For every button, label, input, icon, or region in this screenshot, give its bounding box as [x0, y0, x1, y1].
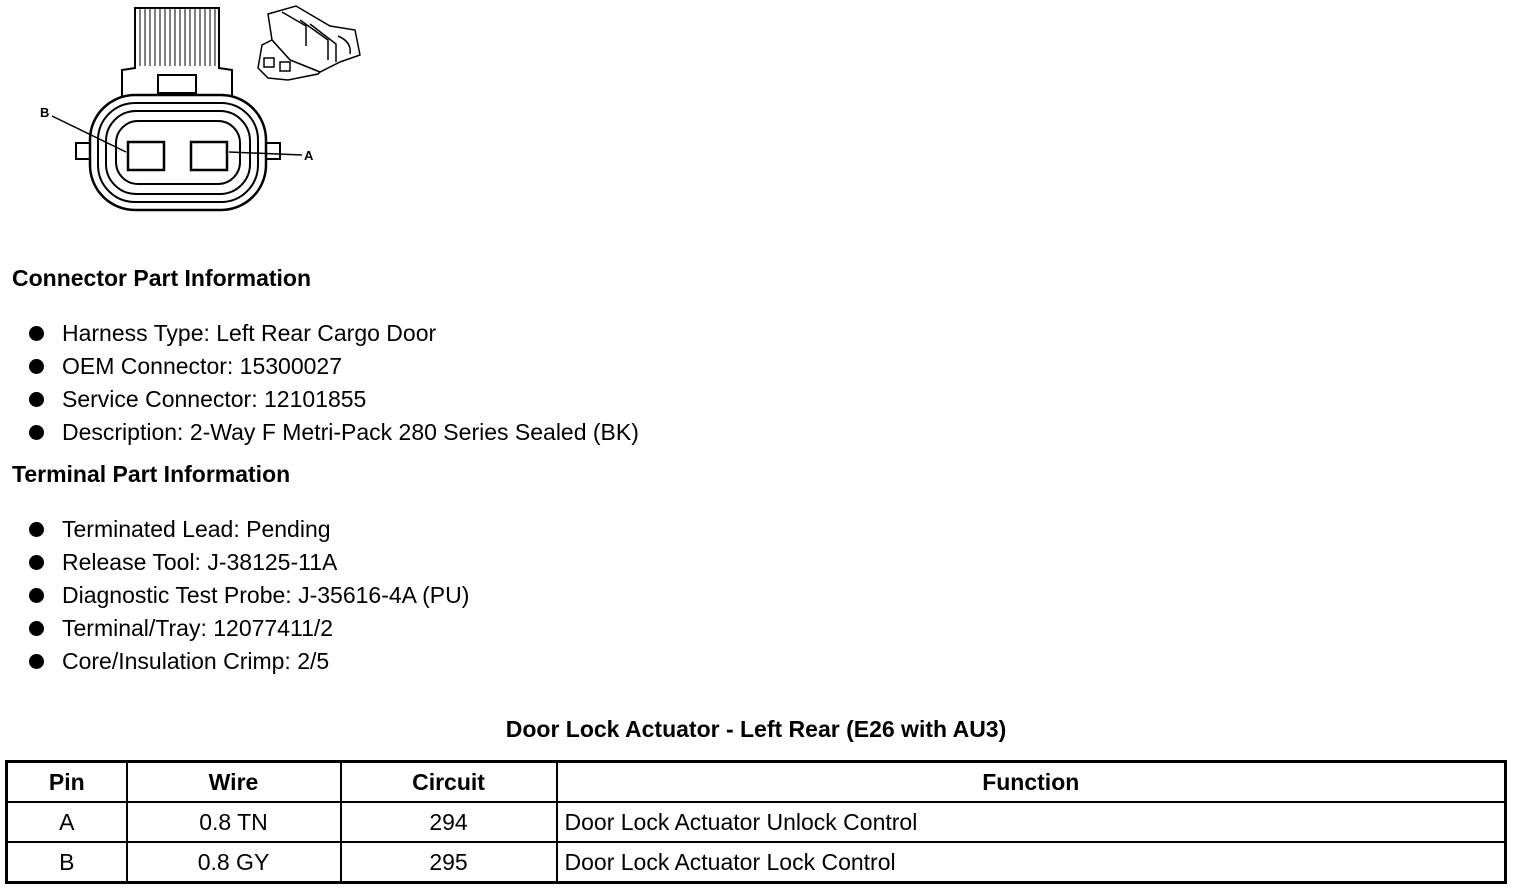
table-title: Door Lock Actuator - Left Rear (E26 with AU3) [505, 716, 1007, 742]
header-wire: Wire [127, 762, 341, 803]
list-item: Service Connector: 12101855 [0, 383, 639, 416]
cell-function: Door Lock Actuator Lock Control [557, 842, 1506, 883]
header-pin: Pin [7, 762, 127, 803]
table-row [7, 842, 1506, 883]
list-item: Release Tool: J-38125-11A [0, 546, 469, 579]
bullet-icon [29, 359, 44, 374]
connector-info-list [0, 317, 639, 449]
header-function: Function [557, 762, 1506, 803]
list-item: Harness Type: Left Rear Cargo Door [0, 317, 639, 350]
cell-circuit: 295 [341, 842, 557, 883]
cell-function: Door Lock Actuator Unlock Control [557, 802, 1506, 842]
cell-pin: A [7, 802, 127, 842]
bullet-icon [29, 555, 44, 570]
table-row [7, 802, 1506, 842]
terminal-info-list [0, 513, 469, 678]
table-header-row [7, 762, 1506, 803]
list-item: OEM Connector: 15300027 [0, 350, 639, 383]
cell-wire: 0.8 GY [127, 842, 341, 883]
connector-part-info-heading: Connector Part Information [12, 265, 312, 291]
pin-b-label: B [40, 105, 50, 120]
list-item: Diagnostic Test Probe: J-35616-4A (PU) [0, 579, 469, 612]
bullet-icon [29, 654, 44, 669]
bullet-icon [29, 588, 44, 603]
list-item: Core/Insulation Crimp: 2/5 [0, 645, 469, 678]
header-circuit: Circuit [341, 762, 557, 803]
cell-circuit: 294 [341, 802, 557, 842]
list-item: Terminal/Tray: 12077411/2 [0, 612, 469, 645]
bullet-icon [29, 621, 44, 636]
terminal-part-info-heading: Terminal Part Information [12, 461, 291, 487]
list-item: Terminated Lead: Pending [0, 513, 469, 546]
pinout-table [5, 760, 1507, 884]
connector-diagram [0, 0, 380, 230]
cell-wire: 0.8 TN [127, 802, 341, 842]
bullet-icon [29, 392, 44, 407]
bullet-icon [29, 326, 44, 341]
bullet-icon [29, 425, 44, 440]
pin-a-label: A [304, 148, 314, 163]
list-item: Description: 2-Way F Metri-Pack 280 Series Sealed (BK) [0, 416, 639, 449]
cell-pin: B [7, 842, 127, 883]
bullet-icon [29, 522, 44, 537]
